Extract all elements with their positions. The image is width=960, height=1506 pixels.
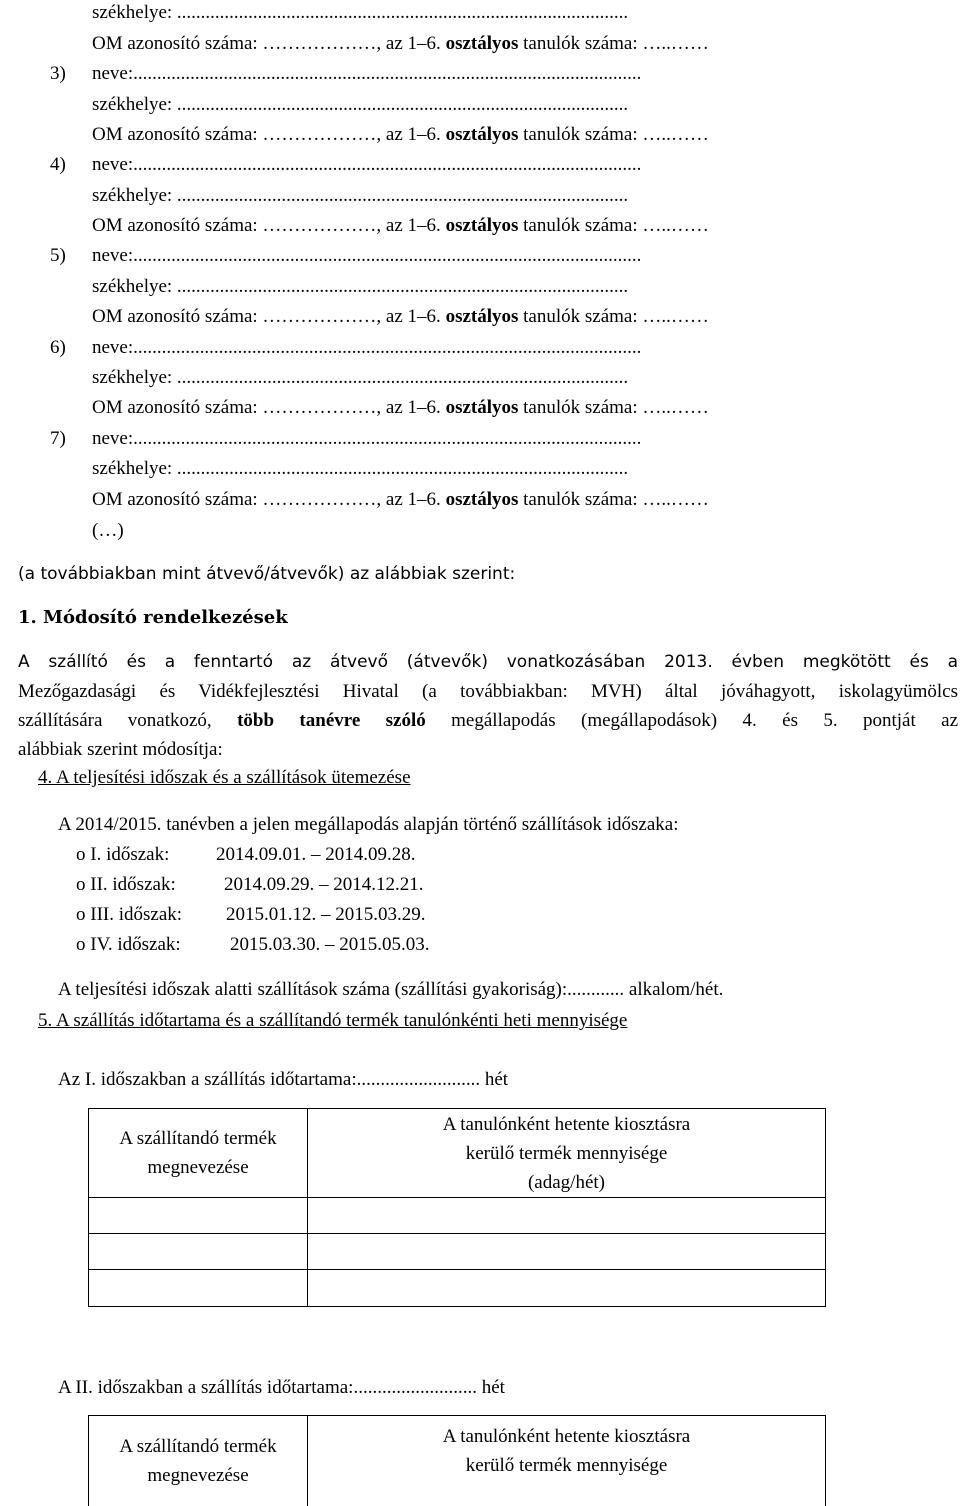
entry-4-om [92, 216, 709, 235]
om-bold: osztályos [445, 489, 519, 510]
entry-7-name: neve:........................................................................................................... [92, 428, 642, 449]
om-suffix: tanulók száma: …..…… [523, 306, 709, 327]
entry-5-number: 5) [50, 245, 66, 266]
quantity-table-2 [88, 1415, 826, 1506]
entry-4-name: neve:........................................................................................................... [92, 154, 642, 175]
entry-6-name: neve:........................................................................................................... [92, 337, 642, 358]
entry-3-seat: székhelye: ............................................................................................... [92, 94, 629, 115]
period-2-label: o II. időszak: [76, 874, 176, 895]
table2-header-quantity [308, 1416, 826, 1506]
paragraph-line-3-post: megállapodás (megállapodások) 4. és 5. pontját az [451, 710, 959, 731]
point-4-title: 4. A teljesítési időszak és a szállítások ütemezése [38, 767, 411, 788]
duration-period-2: A II. időszakban a szállítás időtartama:.......................... hét [58, 1377, 505, 1398]
delivery-count: A teljesítési időszak alatti szállítások száma (szállítási gyakoriság):............ alkalom/hét. [58, 979, 724, 1000]
modification-paragraph [18, 648, 958, 764]
entry-3-number: 3) [50, 63, 66, 84]
table2-header-product [89, 1416, 308, 1506]
period-2-range: 2014.09.29. – 2014.12.21. [224, 874, 424, 895]
entry-4-number: 4) [50, 154, 66, 175]
table1-cell[interactable] [89, 1270, 308, 1307]
om-suffix: tanulók száma: …..…… [523, 215, 709, 236]
intro-note: (a továbbiakban mint átvevő/átvevők) az alábbiak szerint: [18, 564, 516, 584]
om-prefix: OM azonosító száma: ………………, az 1–6. [92, 215, 441, 236]
table2-col2-line1: A tanulónként hetente kiosztásra [442, 1426, 691, 1447]
table2-col1-line1: A szállítandó termék [119, 1435, 277, 1457]
table1-col1-line1: A szállítandó termék [119, 1128, 277, 1149]
om-bold: osztályos [445, 397, 519, 418]
om-prefix: OM azonosító száma: ………………, az 1–6. [92, 397, 441, 418]
quantity-table-1 [88, 1108, 826, 1307]
partial-om-line [92, 34, 709, 53]
entry-6-om [92, 398, 709, 417]
period-4-range: 2015.03.30. – 2015.05.03. [230, 934, 430, 955]
om-prefix: OM azonosító száma: ………………, az 1–6. [92, 33, 441, 54]
period-3-range: 2015.01.12. – 2015.03.29. [226, 904, 426, 925]
om-suffix: tanulók száma: …..…… [523, 124, 709, 145]
table1-col2-line3: (adag/hét) [527, 1171, 605, 1193]
partial-seat-line: székhelye: ............................................................................................... [92, 2, 629, 23]
duration-period-1: Az I. időszakban a szállítás időtartama:.......................... hét [58, 1069, 509, 1090]
om-suffix: tanulók száma: …..…… [523, 489, 709, 510]
entry-5-seat: székhelye: ............................................................................................... [92, 276, 629, 297]
period-1-label: o I. időszak: [76, 844, 170, 865]
om-bold: osztályos [445, 124, 519, 145]
table1-col2-line2: kerülő termék mennyisége [465, 1142, 668, 1164]
entries-ellipsis: (…) [92, 520, 124, 541]
om-prefix: OM azonosító száma: ………………, az 1–6. [92, 124, 441, 145]
table2-col1-line2: megnevezése [147, 1464, 249, 1486]
table1-cell[interactable] [308, 1234, 826, 1270]
entry-6-number: 6) [50, 337, 66, 358]
om-bold: osztályos [445, 215, 519, 236]
table1-header-quantity [308, 1109, 826, 1198]
om-prefix: OM azonosító száma: ………………, az 1–6. [92, 489, 441, 510]
table2-col2-line2: kerülő termék mennyisége [465, 1455, 668, 1476]
entry-6-seat: székhelye: ............................................................................................... [92, 367, 629, 388]
om-suffix: tanulók száma: …..…… [523, 33, 709, 54]
paragraph-line-2: Mezőgazdasági és Vidékfejlesztési Hivatal (a továbbiakban: MVH) által jóváhagyott, iskolagyümölcs [18, 681, 958, 702]
paragraph-line-4: alábbiak szerint módosítja: [18, 739, 223, 760]
entry-7-number: 7) [50, 428, 66, 449]
paragraph-line-1: A szállító és a fenntartó az átvevő (átvevők) vonatkozásában 2013. évben megkötött és a [18, 652, 958, 672]
om-bold: osztályos [445, 306, 519, 327]
section-1-title: 1. Módosító rendelkezések [18, 607, 288, 628]
period-3-label: o III. időszak: [76, 904, 183, 925]
paragraph-line-3-pre: szállítására vonatkozó, [18, 710, 212, 731]
om-prefix: OM azonosító száma: ………………, az 1–6. [92, 306, 441, 327]
entry-3-name: neve:........................................................................................................... [92, 63, 642, 84]
entry-7-seat: székhelye: ............................................................................................... [92, 458, 629, 479]
period-1-range: 2014.09.01. – 2014.09.28. [216, 844, 416, 865]
table1-cell[interactable] [89, 1234, 308, 1270]
table1-header-product [89, 1109, 308, 1198]
paragraph-line-3-bold: több tanévre szóló [237, 710, 426, 731]
table1-col2-line1: A tanulónként hetente kiosztásra [442, 1113, 691, 1135]
table1-cell[interactable] [89, 1198, 308, 1234]
table1-cell[interactable] [308, 1270, 826, 1307]
om-bold: osztályos [445, 33, 519, 54]
entry-4-seat: székhelye: ............................................................................................... [92, 185, 629, 206]
entry-7-om [92, 490, 709, 509]
entry-3-om [92, 125, 709, 144]
period-4-label: o IV. időszak: [76, 934, 181, 955]
entry-5-name: neve:........................................................................................................... [92, 245, 642, 266]
point-5-title: 5. A szállítás időtartama és a szállítandó termék tanulónkénti heti mennyisége [38, 1010, 628, 1031]
table1-cell[interactable] [308, 1198, 826, 1234]
paragraph-line-3 [18, 706, 958, 735]
table1-col1-line2: megnevezése [147, 1157, 249, 1178]
period-intro: A 2014/2015. tanévben a jelen megállapodás alapján történő szállítások időszaka: [58, 814, 679, 835]
om-suffix: tanulók száma: …..…… [523, 397, 709, 418]
entry-5-om [92, 307, 709, 326]
